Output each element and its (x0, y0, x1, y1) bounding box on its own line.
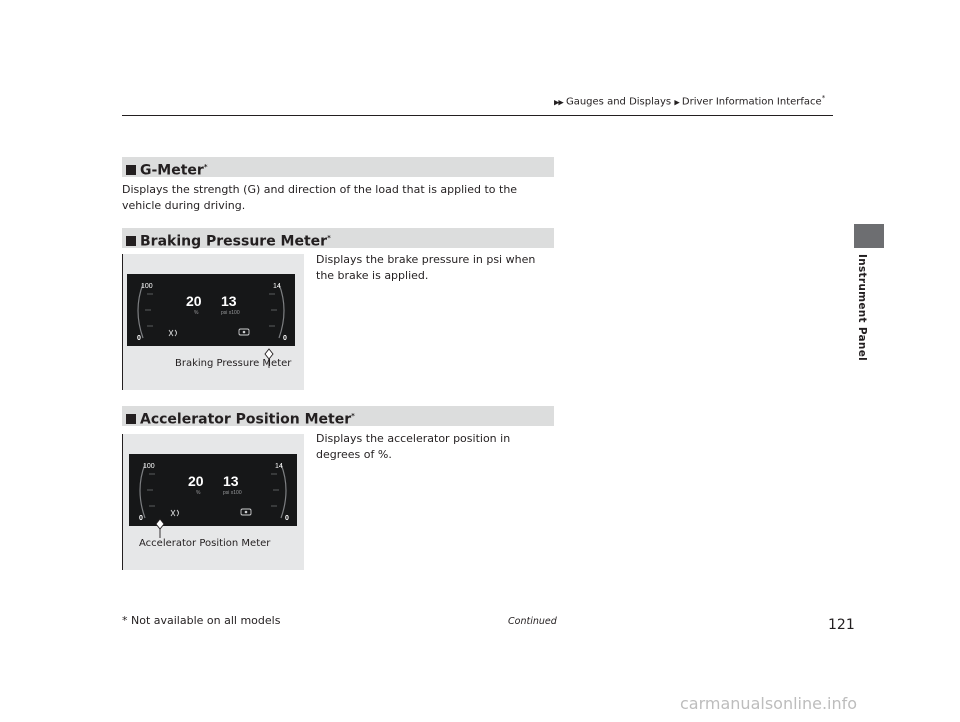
g-meter-description: Displays the strength (G) and direction of the load that is applied to the vehicle during driving. (122, 183, 518, 212)
breadcrumb (554, 94, 825, 107)
footnote: * Not available on all models (122, 614, 281, 627)
scale-left-bottom: 0 (137, 335, 141, 342)
asterisk: * (327, 234, 331, 242)
heading-text: Accelerator Position Meter (140, 411, 352, 428)
scale-right-bottom: 0 (285, 515, 289, 522)
asterisk: * (203, 163, 208, 171)
heading-text: G-Meter (140, 162, 204, 179)
value-percent: 20 (188, 473, 204, 489)
breadcrumb-item-gauges[interactable]: Gauges and Displays (565, 96, 672, 108)
chapter-tab (854, 224, 884, 248)
watermark[interactable]: carmanualsonline.info (680, 694, 858, 713)
section-heading-braking-pressure (122, 228, 554, 248)
heading-square-icon (126, 414, 136, 424)
value-percent: 20 (186, 293, 202, 309)
scale-right-top: 14 (275, 463, 283, 470)
section-heading-accelerator-position (122, 406, 554, 426)
accelerator-position-figure (122, 434, 304, 570)
continued-label: Continued (508, 616, 557, 627)
chapter-label: Instrument Panel (856, 254, 868, 362)
value-psi: 13 (221, 293, 237, 309)
heading-text: Braking Pressure Meter (140, 233, 328, 250)
braking-pressure-figure (122, 254, 304, 390)
page-number: 121 (828, 617, 855, 633)
scale-left-bottom: 0 (139, 515, 143, 522)
heading-square-icon (126, 165, 136, 175)
scale-left-top: 100 (141, 283, 153, 290)
figure-caption: Braking Pressure Meter (175, 358, 292, 369)
value-psi: 13 (223, 473, 239, 489)
unit-psi: psi x100 (221, 310, 240, 316)
scale-left-top: 100 (143, 463, 155, 470)
asterisk: * (351, 412, 355, 420)
figure-caption: Accelerator Position Meter (139, 538, 271, 549)
breadcrumb-item-dii[interactable]: Driver Information Interface (681, 96, 822, 108)
header-rule (122, 115, 833, 116)
meter-display-image (123, 434, 304, 570)
scale-right-bottom: 0 (283, 335, 287, 342)
unit-percent: % (194, 310, 199, 316)
accelerator-position-description: Displays the accelerator position in degrees of %. (316, 432, 511, 461)
heading-square-icon (126, 236, 136, 246)
asterisk: * (821, 94, 826, 102)
braking-pressure-description: Displays the brake pressure in psi when the brake is applied. (316, 253, 536, 282)
arrow-icon: ▶ (674, 98, 679, 107)
section-heading-g-meter (122, 157, 554, 177)
unit-psi: psi x100 (223, 490, 242, 496)
double-arrow-icon: ▶▶ (554, 98, 563, 107)
scale-right-top: 14 (273, 283, 281, 290)
unit-percent: % (196, 490, 201, 496)
meter-display-image (123, 254, 304, 390)
